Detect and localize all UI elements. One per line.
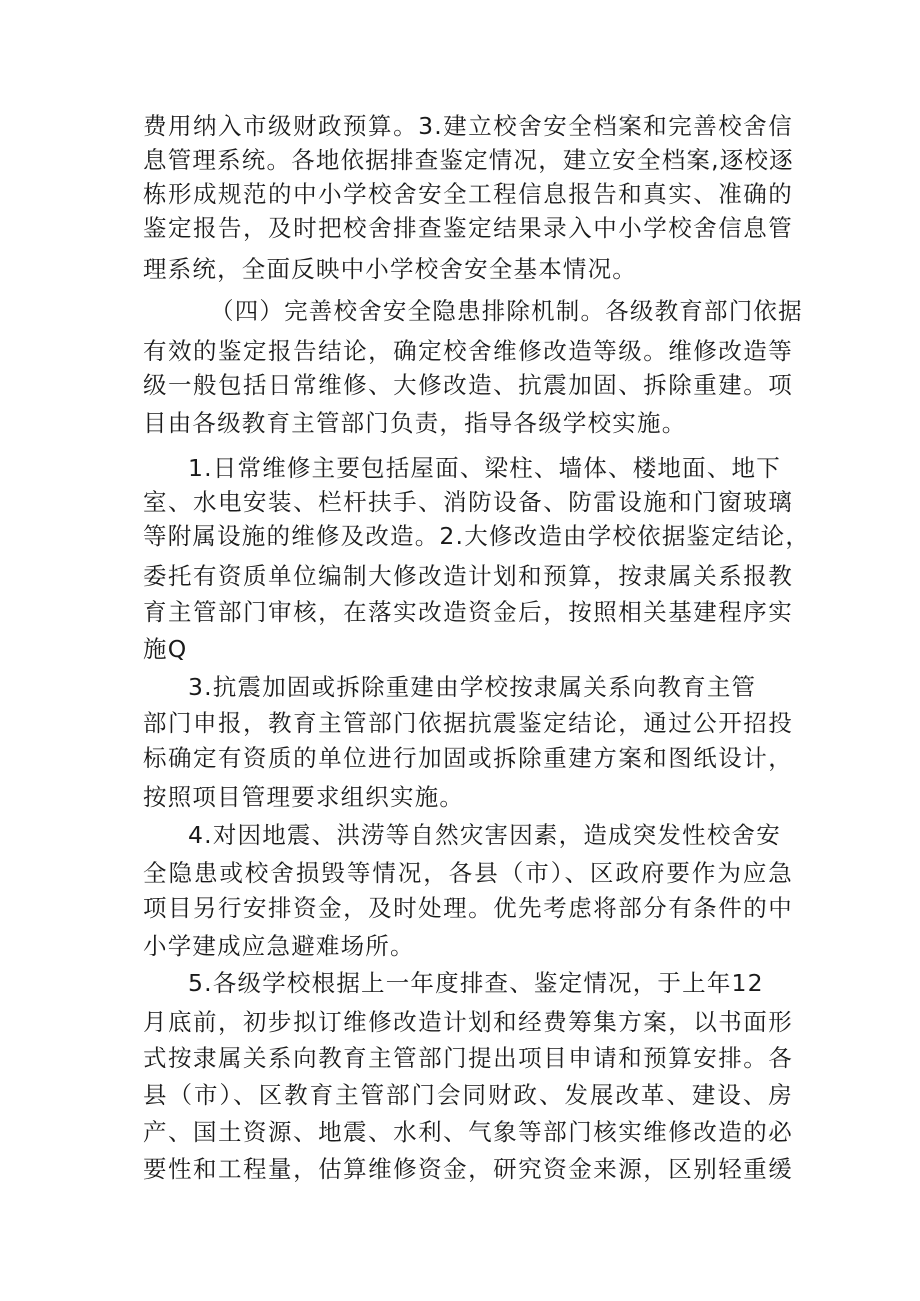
text-line: 月底前，初步拟订维修改造计划和经费筹集方案，以书面形 <box>143 1008 793 1036</box>
text-line: 按照项目管理要求组织实施。 <box>143 783 465 811</box>
text-line: 施Q <box>143 635 188 663</box>
text-line: 鉴定报告，及时把校舍排查鉴定结果录入中小学校舍信息管 <box>143 214 793 242</box>
text-line: 小学建成应急避难场所。 <box>143 932 415 960</box>
text-line: 育主管部门审核，在落实改造资金后，按照相关基建程序实 <box>143 598 793 626</box>
text-line: 费用纳入市级财政预算。3.建立校舍安全档案和完善校舍信 <box>143 112 793 140</box>
text-line: 标确定有资质的单位进行加固或拆除重建方案和图纸设计， <box>143 744 793 772</box>
text-line: 目由各级教育主管部门负责，指导各级学校实施。 <box>143 409 687 437</box>
text-line: 级一般包括日常维修、大修改造、抗震加固、拆除重建。项 <box>143 371 793 399</box>
text-line: 息管理系统。各地依据排查鉴定情况，建立安全档案,逐校逐 <box>143 146 794 174</box>
text-line: 栋形成规范的中小学校舍安全工程信息报告和真实、准确的 <box>143 180 793 208</box>
text-line: 要性和工程量，估算维修资金，研究资金来源，区别轻重缓 <box>143 1155 793 1183</box>
text-line: 理系统，全面反映中小学校舍安全基本情况。 <box>143 255 637 283</box>
text-line: 式按隶属关系向教育主管部门提出项目申请和预算安排。各 <box>143 1044 793 1072</box>
section-heading: （四）完善校舍安全隐患排除机制。各级教育部门依据 <box>210 297 803 325</box>
text-line: 室、水电安装、栏杆扶手、消防设备、防雷设施和门窗玻璃 <box>143 488 793 516</box>
text-line: 县（市）、区教育主管部门会同财政、发展改革、建设、房 <box>143 1081 793 1109</box>
paragraph-start: 1.日常维修主要包括屋面、梁柱、墙体、楼地面、地下 <box>188 454 781 482</box>
text-line: 等附属设施的维修及改造。2.大修改造由学校依据鉴定结论， <box>143 522 811 550</box>
text-line: 部门申报，教育主管部门依据抗震鉴定结论，通过公开招投 <box>143 709 793 737</box>
text-line: 项目另行安排资金，及时处理。优先考虑将部分有条件的中 <box>143 894 793 922</box>
text-line: 有效的鉴定报告结论，确定校舍维修改造等级。维修改造等 <box>143 337 793 365</box>
paragraph-start: 4.对因地震、洪涝等自然灾害因素，造成突发性校舍安 <box>188 821 781 849</box>
text-line: 全隐患或校舍损毁等情况，各县（市）、区政府要作为应急 <box>143 859 793 887</box>
text-line: 委托有资质单位编制大修改造计划和预算，按隶属关系报教 <box>143 562 793 590</box>
paragraph-start: 3.抗震加固或拆除重建由学校按隶属关系向教育主管 <box>188 673 757 701</box>
paragraph-start: 5.各级学校根据上一年度排查、鉴定情况，于上年12 <box>188 969 764 997</box>
text-line: 产、国土资源、地震、水利、气象等部门核实维修改造的必 <box>143 1118 793 1146</box>
